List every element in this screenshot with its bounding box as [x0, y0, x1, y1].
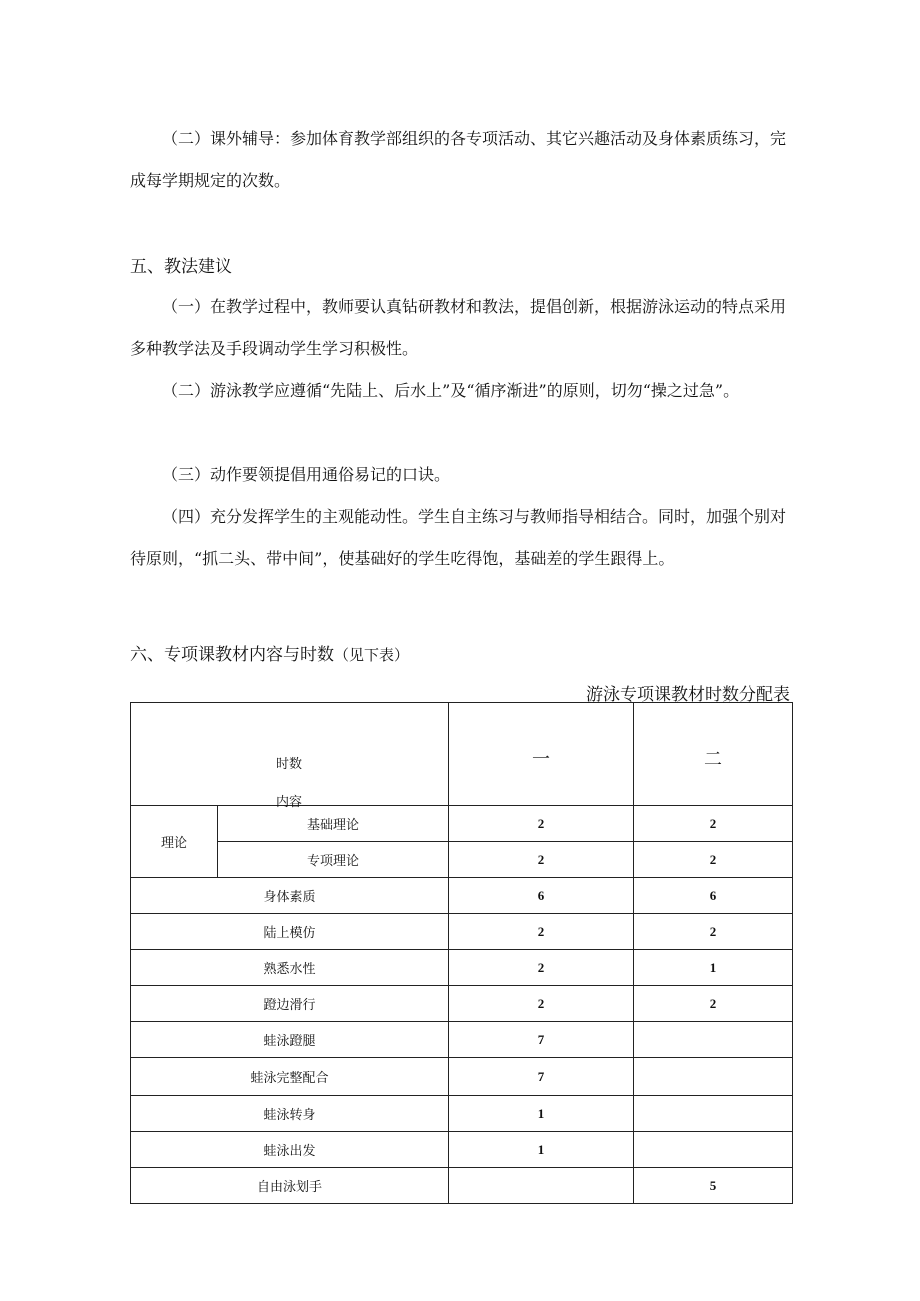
- section-5-title: 五、教法建议: [130, 257, 232, 277]
- column-header-2: 二: [634, 703, 793, 806]
- row-label: 蛙泳出发: [131, 1132, 449, 1168]
- table-row: [131, 878, 793, 914]
- row-label: 蛙泳蹬腿: [131, 1022, 449, 1058]
- row-label: 蹬边滑行: [131, 986, 449, 1022]
- row-hours-1: 7: [449, 1058, 634, 1096]
- row-hours-2: 5: [634, 1168, 793, 1204]
- diagonal-header-cell: [131, 703, 449, 810]
- row-label: 身体素质: [131, 878, 449, 914]
- row-label: 自由泳划手: [131, 1168, 449, 1204]
- table-header-row: [131, 703, 793, 806]
- table-row: [131, 806, 793, 842]
- row-hours-1: 7: [449, 1022, 634, 1058]
- row-hours-2: [634, 1132, 793, 1168]
- teaching-item-2: （二）游泳教学应遵循“先陆上、后水上”及“循序渐进”的原则，切勿“操之过急”。: [162, 381, 740, 400]
- row-hours-2: 2: [634, 806, 793, 842]
- row-hours-2: 1: [634, 950, 793, 986]
- row-hours-1: 2: [449, 914, 634, 950]
- header-hours-label: 时数: [276, 757, 303, 772]
- section-6-title: [130, 640, 409, 665]
- row-hours-1: 2: [449, 950, 634, 986]
- hours-allocation-table: [130, 702, 793, 1204]
- row-hours-2: [634, 1058, 793, 1096]
- row-hours-1: 1: [449, 1096, 634, 1132]
- table-row: [131, 914, 793, 950]
- row-hours-2: 6: [634, 878, 793, 914]
- table-row: [131, 1096, 793, 1132]
- row-hours-2: [634, 1022, 793, 1058]
- row-hours-1: 1: [449, 1132, 634, 1168]
- row-label: 熟悉水性: [131, 950, 449, 986]
- row-hours-2: [634, 1096, 793, 1132]
- extracurricular-paragraph: （二）课外辅导：参加体育教学部组织的各专项活动、其它兴趣活动及身体素质练习，完成每学期规定的次数。: [130, 129, 787, 190]
- row-label: 基础理论: [218, 806, 449, 842]
- table-row: [131, 1132, 793, 1168]
- teaching-item-3: （三）动作要领提倡用通俗易记的口诀。: [162, 465, 451, 484]
- table-row: [131, 842, 793, 878]
- row-hours-1: 2: [449, 842, 634, 878]
- row-hours-1: 2: [449, 986, 634, 1022]
- row-label: 蛙泳转身: [131, 1096, 449, 1132]
- header-content-label: 内容: [276, 795, 303, 810]
- table-caption: 游泳专项课教材时数分配表: [586, 685, 790, 705]
- table-row: [131, 986, 793, 1022]
- table-row: [131, 950, 793, 986]
- teaching-item-1: （一）在教学过程中，教师要认真钻研教材和教法，提倡创新，根据游泳运动的特点采用多种教学法及手段调动学生学习积极性。: [130, 297, 787, 358]
- section-6-title-note: （见下表）: [334, 646, 410, 664]
- row-hours-1: [449, 1168, 634, 1204]
- row-hours-2: 2: [634, 842, 793, 878]
- row-label: 蛙泳完整配合: [131, 1058, 449, 1096]
- column-header-1: 一: [449, 703, 634, 806]
- teaching-item-4: （四）充分发挥学生的主观能动性。学生自主练习与教师指导相结合。同时，加强个别对待原则，“抓二头、带中间”，使基础好的学生吃得饱，基础差的学生跟得上。: [130, 507, 787, 568]
- row-hours-1: 6: [449, 878, 634, 914]
- row-hours-1: 2: [449, 806, 634, 842]
- row-hours-2: 2: [634, 914, 793, 950]
- table-row: [131, 1022, 793, 1058]
- table-row: [131, 1168, 793, 1204]
- row-label: 专项理论: [218, 842, 449, 878]
- theory-group-label: 理论: [131, 806, 218, 878]
- row-hours-2: 2: [634, 986, 793, 1022]
- row-label: 陆上模仿: [131, 914, 449, 950]
- table-row: [131, 1058, 793, 1096]
- section-6-title-text: 六、专项课教材内容与时数: [130, 645, 334, 665]
